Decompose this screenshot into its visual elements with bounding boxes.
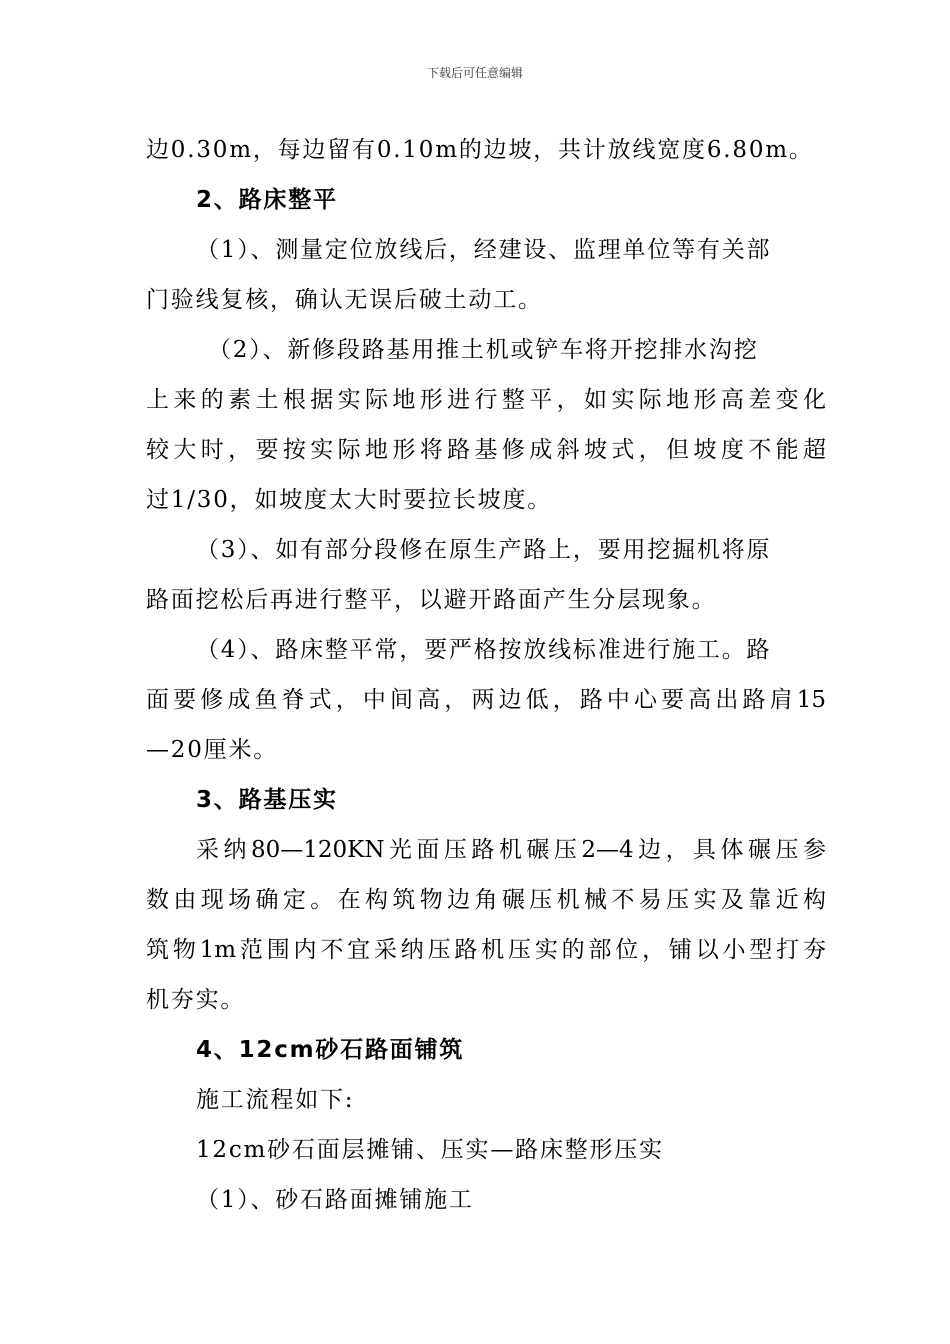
paragraph-line: （1）、砂石路面摊铺施工 [196,1187,474,1213]
paragraph-line: 采纳80—120KN光面压路机碾压2—4边，具体碾压参 [196,837,826,863]
paragraph-line: 数由现场确定。在构筑物边角碾压机械不易压实及靠近构 [146,887,826,913]
paragraph-line: 过1/30，如坡度太大时要拉长坡度。 [146,487,553,513]
section-heading-2: 2、路床整平 [196,187,338,213]
paragraph-line: 上来的素土根据实际地形进行整平，如实际地形高差变化 [146,387,826,413]
paragraph-line: 面要修成鱼脊式，中间高，两边低，路中心要高出路肩15 [146,687,826,713]
paragraph-line: 边0.30m，每边留有0.10m的边坡，共计放线宽度6.80m。 [146,137,814,163]
paragraph-line: 较大时，要按实际地形将路基修成斜坡式，但坡度不能超 [146,437,826,463]
page-header-note: 下载后可任意编辑 [426,66,523,80]
section-heading-4: 4、12cm砂石路面铺筑 [196,1037,465,1063]
paragraph-line: 门验线复核，确认无误后破土动工。 [146,287,543,313]
paragraph-line: 路面挖松后再进行整平，以避开路面产生分层现象。 [146,587,717,613]
paragraph-line: 机夯实。 [146,987,246,1013]
paragraph-line: （1）、测量定位放线后，经建设、监理单位等有关部 [196,237,772,263]
paragraph-line: （2）、新修段路基用推土机或铲车将开挖排水沟挖 [208,337,759,363]
paragraph-line: 12cm砂石面层摊铺、压实—路床整形压实 [196,1137,664,1163]
paragraph-line: —20厘米。 [146,737,279,763]
paragraph-line: （4）、路床整平常，要严格按放线标准进行施工。路 [196,637,772,663]
paragraph-line: 施工流程如下: [196,1087,355,1113]
section-heading-3: 3、路基压实 [196,787,338,813]
paragraph-line: 筑物1m范围内不宜采纳压路机压实的部位，铺以小型打夯 [146,937,826,963]
paragraph-line: （3）、如有部分段修在原生产路上，要用挖掘机将原 [196,537,772,563]
